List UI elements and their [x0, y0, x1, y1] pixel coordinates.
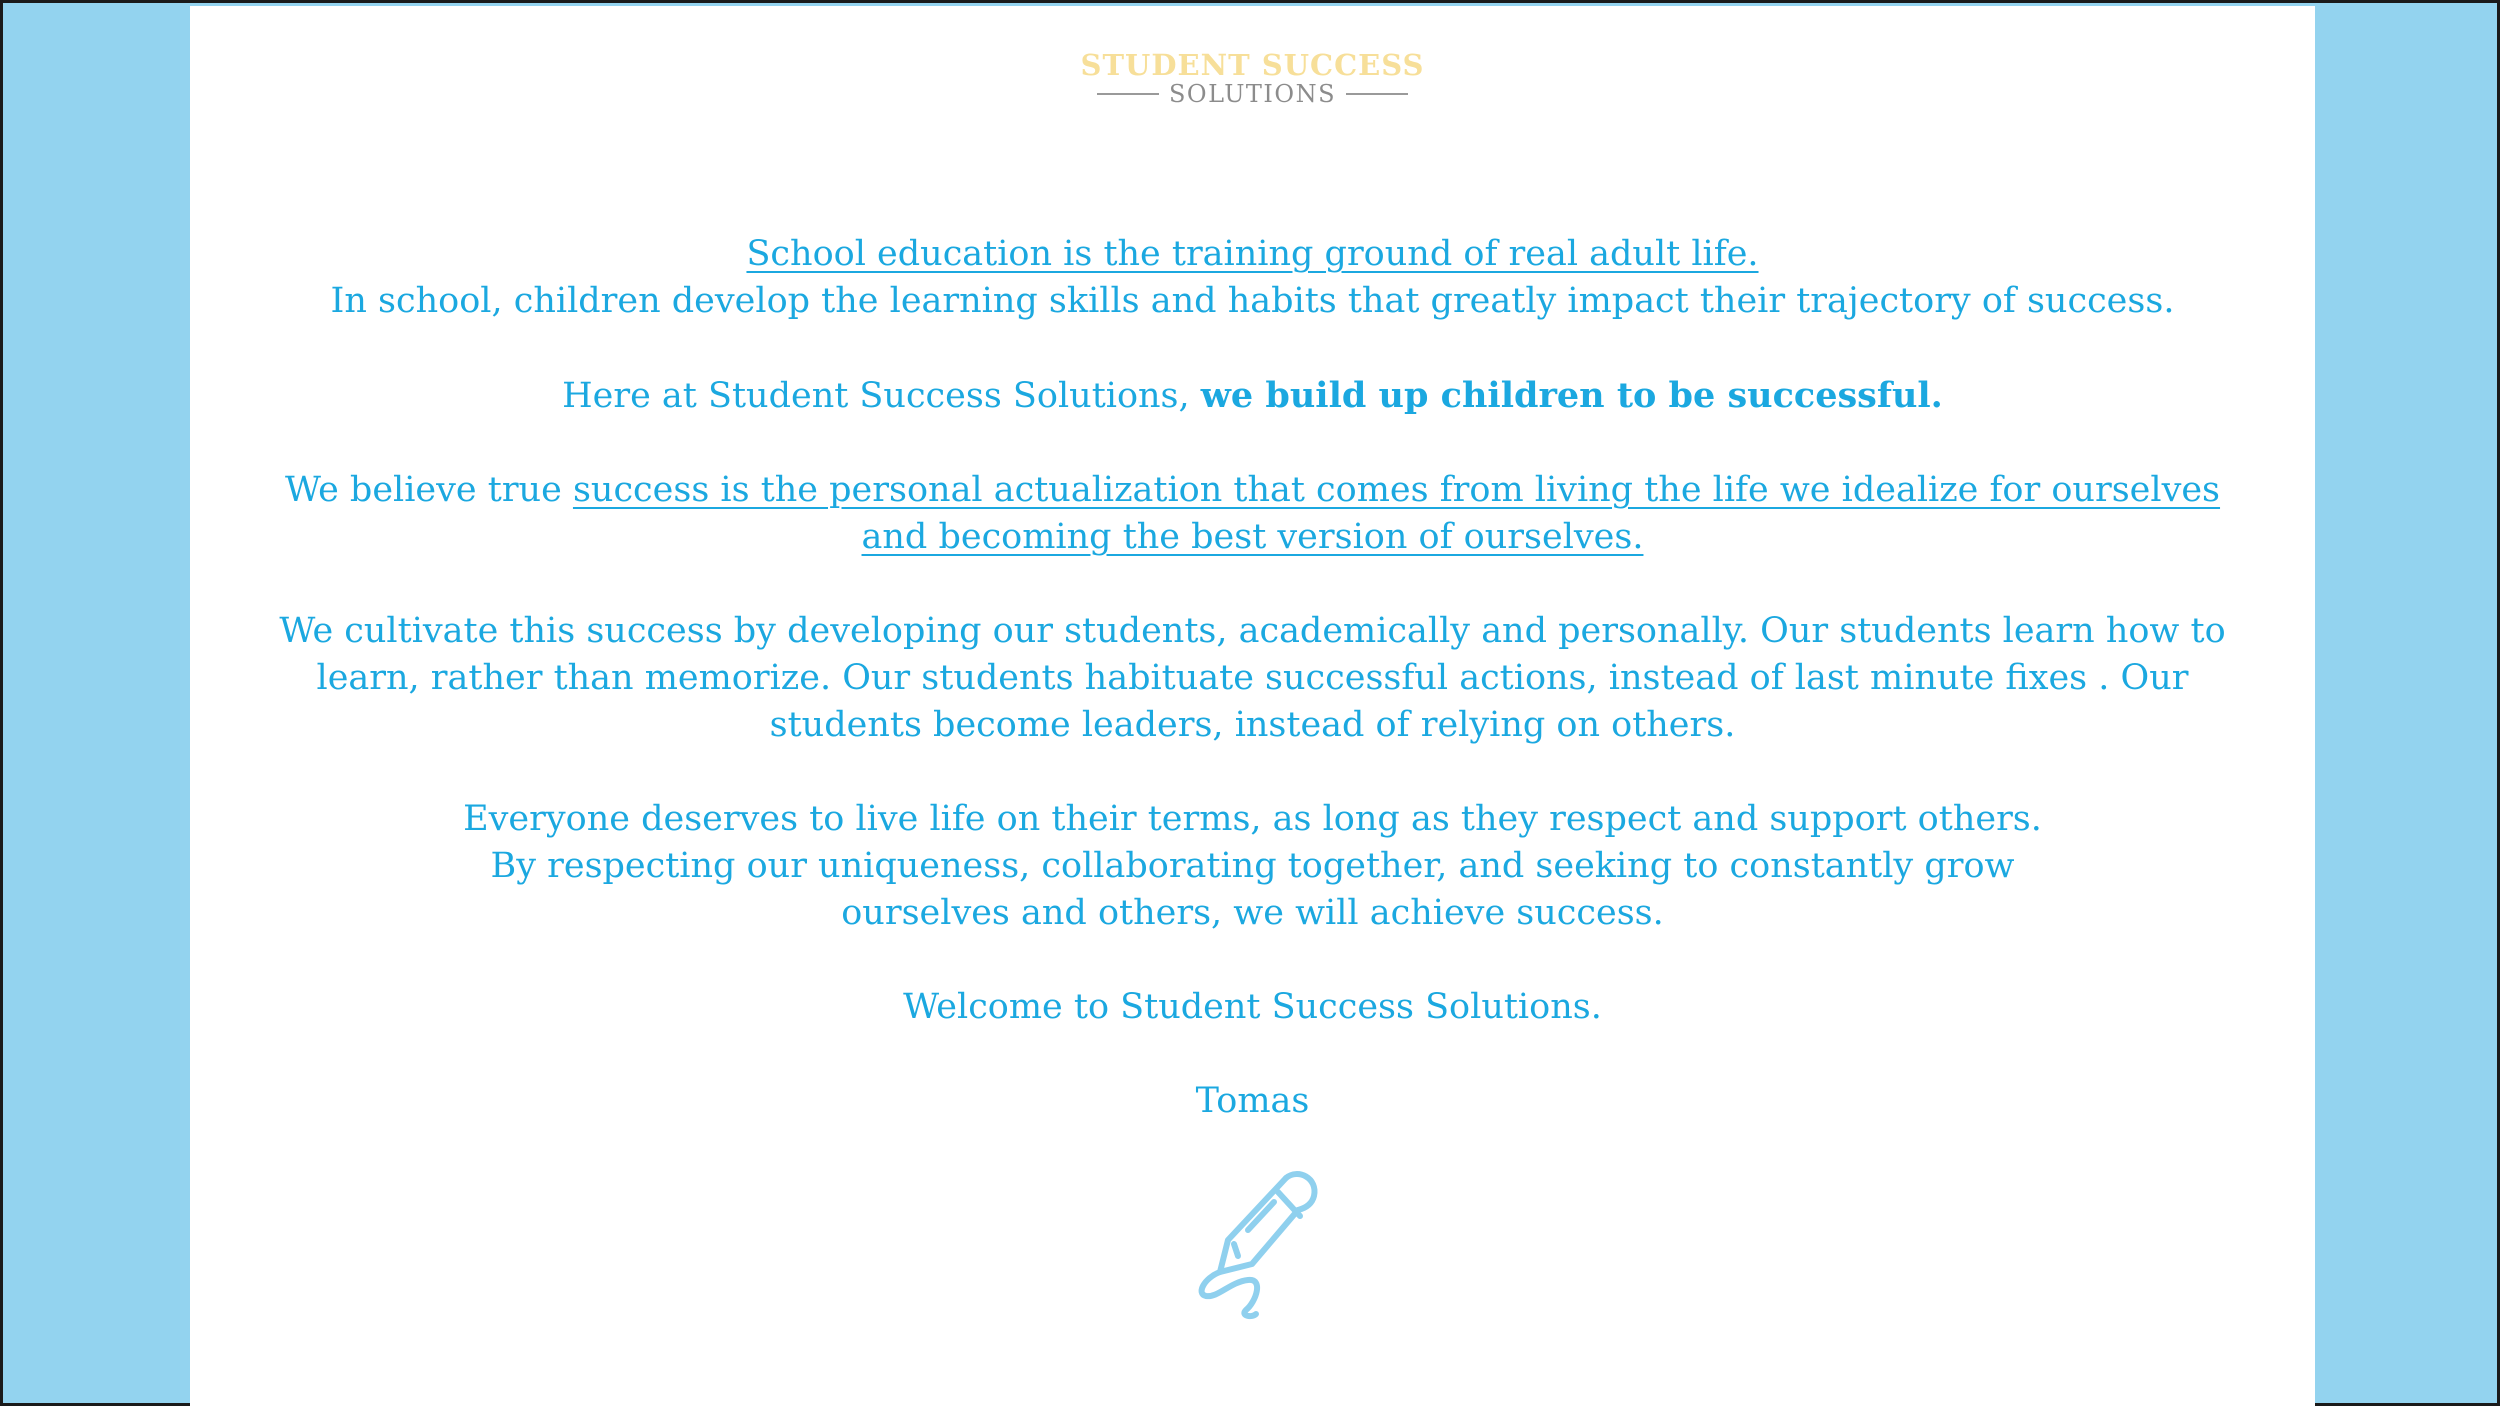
logo-rule-right: [1346, 93, 1408, 95]
logo-title: STUDENT SUCCESS: [1080, 48, 1425, 82]
mission-statement: we build up children to be successful.: [1200, 375, 1943, 416]
paragraph-intro: [270, 231, 2235, 325]
belief-prefix: We believe true: [284, 470, 562, 510]
brand-logo: [190, 48, 2315, 108]
paragraph-values: [270, 796, 2235, 937]
intro-headline: School education is the training ground of real adult life.: [746, 234, 1759, 274]
letter-page: [190, 6, 2315, 1406]
logo-subtitle-row: [190, 80, 2315, 108]
welcome-letter: [270, 231, 2235, 1172]
paragraph-approach: [270, 608, 2235, 749]
logo-rule-left: [1097, 93, 1159, 95]
values-line-1: Everyone deserves to live life on their terms, as long as they respect and support others.: [463, 799, 2042, 839]
approach-text: We cultivate this success by developing our students, academically and personally. Our students learn how to learn, rather than memorize. Our students habituate successful actions, instead of last minute fixes . Our students become leaders, instead of relying on others.: [279, 611, 2226, 745]
welcome-text: Welcome to Student Success Solutions.: [903, 987, 1602, 1027]
paragraph-welcome: [270, 984, 2235, 1031]
mission-prefix: Here at Student Success Solutions,: [562, 376, 1190, 416]
values-line-3: ourselves and others, we will achieve success.: [841, 893, 1664, 933]
signature-name: Tomas: [1195, 1081, 1310, 1121]
intro-text: In school, children develop the learning skills and habits that greatly impact their trajectory of success.: [330, 281, 2175, 321]
belief-definition: success is the personal actualization that comes from living the life we idealize for ourselves and becoming the best version of ourselves.: [572, 470, 2221, 557]
paragraph-signature: [270, 1078, 2235, 1125]
paragraph-belief: [270, 467, 2235, 561]
logo-subtitle: SOLUTIONS: [1168, 80, 1337, 108]
paragraph-mission: [270, 372, 2235, 420]
pen-icon: [1190, 1148, 1325, 1328]
values-line-2: By respecting our uniqueness, collaborating together, and seeking to constantly grow: [490, 846, 2015, 886]
